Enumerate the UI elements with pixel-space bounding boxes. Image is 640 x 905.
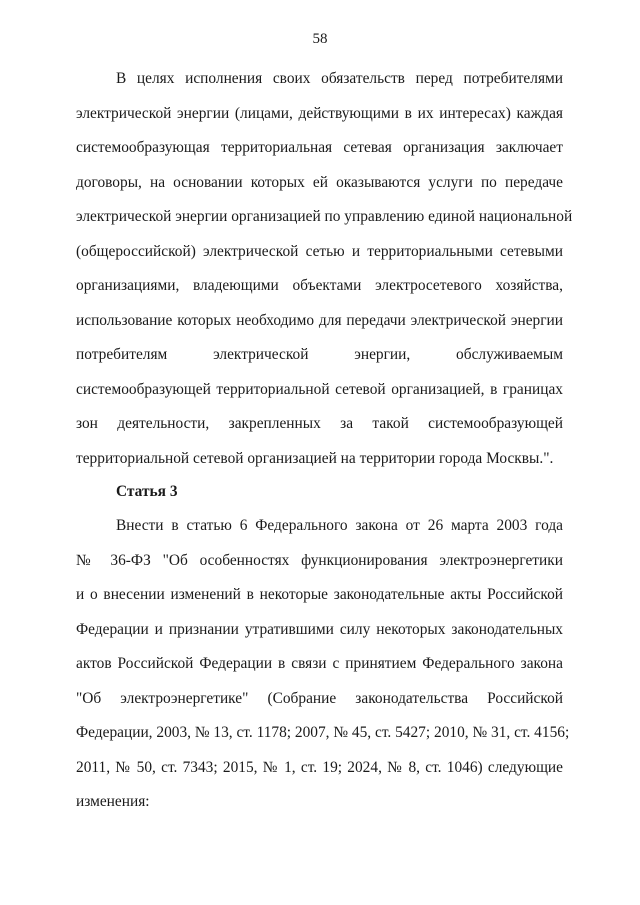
- text-line: использование которых необходимо для передачи электрической энергии: [76, 311, 563, 329]
- text-line: 2011, № 50, ст. 7343; 2015, № 1, ст. 19; 2024, № 8, ст. 1046) следующие: [76, 758, 563, 776]
- text-line: электрической энергии (лицами, действующими в их интересах) каждая: [76, 104, 563, 122]
- paragraph-1: [76, 62, 573, 476]
- text-line: (общероссийской) электрической сетью и территориальными сетевыми: [76, 242, 563, 260]
- paragraph-2: [76, 509, 570, 820]
- text-line: Федерации и признании утратившими силу некоторых законодательных: [76, 620, 563, 638]
- text-line: "Об электроэнергетике" (Собрание законодательства Российской: [76, 689, 563, 707]
- article-heading-block: [76, 475, 563, 510]
- text-line: организациями, владеющими объектами электросетевого хозяйства,: [76, 277, 563, 294]
- page-number: 58: [312, 31, 328, 47]
- text-line: № 36-ФЗ "Об особенностях функционирования электроэнергетики: [76, 551, 563, 569]
- text-line: актов Российской Федерации в связи с принятием Федерального закона: [76, 655, 563, 672]
- text-line: территориальной сетевой организацией на территории города Москвы.".: [76, 449, 554, 467]
- text-line: и о внесении изменений в некоторые законодательные акты Российской: [76, 586, 563, 603]
- text-line: изменения:: [76, 793, 150, 810]
- text-line: Федерации, 2003, № 13, ст. 1178; 2007, № 45, ст. 5427; 2010, № 31, ст. 4156;: [76, 724, 570, 741]
- text-line: системообразующая территориальная сетевая организация заключает: [76, 139, 563, 156]
- text-line: электрической энергии организацией по управлению единой национальной: [76, 208, 573, 225]
- text-line: потребителям электрической энергии, обслуживаемым: [76, 346, 563, 363]
- text-line: системообразующей территориальной сетевой организацией, в границах: [76, 380, 563, 398]
- text-line: договоры, на основании которых ей оказываются услуги по передаче: [76, 173, 563, 191]
- text-line: зон деятельности, закрепленных за такой системообразующей: [76, 415, 563, 432]
- text-line: В целях исполнения своих обязательств перед потребителями: [116, 70, 563, 87]
- text-line: Внести в статью 6 Федерального закона от 26 марта 2003 года: [116, 517, 563, 534]
- article-heading: Статья 3: [116, 483, 178, 500]
